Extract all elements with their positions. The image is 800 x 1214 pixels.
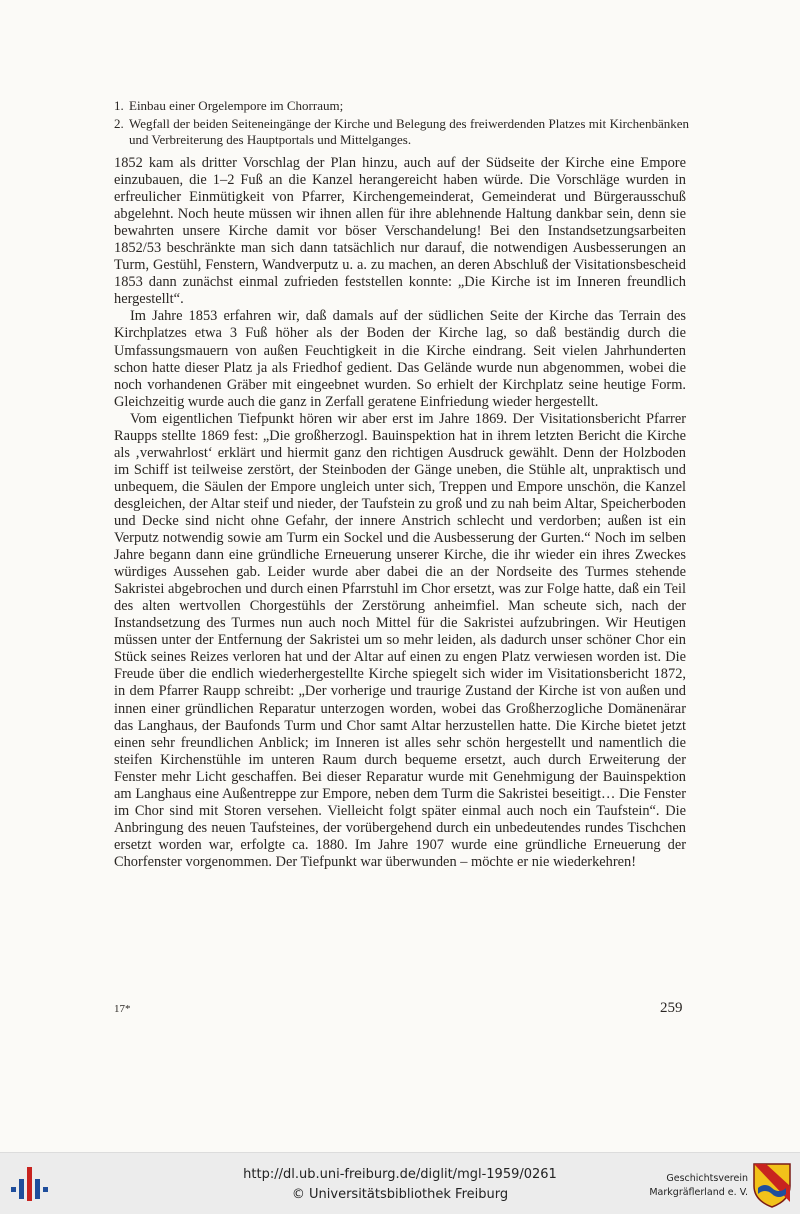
viewer-footer-bar <box>0 1152 800 1214</box>
library-logo-icon <box>10 1165 50 1203</box>
list-number: 1. <box>114 98 124 113</box>
list-text: Einbau einer Orgelempore im Chorraum; <box>129 98 344 113</box>
coat-of-arms-icon <box>752 1162 792 1208</box>
signature-mark: 17* <box>114 1003 131 1015</box>
list-item <box>114 98 689 114</box>
society-line: Markgräflerland e. V. <box>649 1187 748 1198</box>
page-number: 259 <box>660 1000 683 1016</box>
numbered-list <box>114 98 689 150</box>
paragraph: 1852 kam als dritter Vorschlag der Plan hinzu, auch auf der Südseite der Kirche eine Empore einzubauen, die 1–2 Fuß an die Kanzel herangereicht haben würde. Die Vorschläge wurden in erfreulicher Einmütigkeit von Pfarrer, Kirchengemeinderat, Gemeinderat und Bürgerausschuß abgelehnt. Noch heute müssen wir ihnen allen für ihre ablehnende Haltung dankbar sein, denn sie bewahrten unsere Kirche damit vor böser Verschandelung! Bei den Instandsetzungsarbeiten 1852/53 beschränkte man sich dann tatsächlich nur darauf, die notwendigen Ausbesserungen an Turm, Gestühl, Fenstern, Wandverputz u. a. zu machen, an deren Abschluß der Visitationsbescheid 1853 dann zunächst einmal zufrieden feststellen konnte: „Die Kirche ist im Inneren freundlich hergestellt“. <box>114 155 686 308</box>
copyright-text: © Universitätsbibliothek Freiburg <box>291 1187 509 1202</box>
permalink-url[interactable]: http://dl.ub.uni-freiburg.de/diglit/mgl-1959/0261 <box>243 1167 557 1182</box>
list-number: 2. <box>114 116 124 131</box>
paragraph: Im Jahre 1853 erfahren wir, daß damals auf der südlichen Seite der Kirche das Terrain des Kirchplatzes etwa 3 Fuß höher als der Boden der Kirche lag, so daß beständig durch die Umfassungsmauern von außen Feuchtigkeit in die Kirche eindrang. Seit vielen Jahrhunderten schon hatte dieser Platz ja als Friedhof gedient. Das Gelände wurde nun abgenommen, wobei die noch vorhandenen Gräber mit eingeebnet wurden. So erhielt der Kirchplatz seine heutige Form. Gleichzeitig wurde auch die ganz in Zerfall geratene Einfriedung wieder hergestellt. <box>114 308 686 410</box>
list-text: Wegfall der beiden Seiteneingänge der Kirche und Belegung des freiwerdenden Platzes mit Kirchenbänken und Verbreiterung des Hauptportals und Mittelganges. <box>129 116 689 147</box>
society-line: Geschichtsverein <box>666 1173 748 1184</box>
paragraph: Vom eigentlichen Tiefpunkt hören wir aber erst im Jahre 1869. Der Visitationsbericht Pfarrer Raupps stellte 1869 fest: „Die großherzogl. Bauinspektion hat in ihrem letzten Bericht die Kirche als ‚verwahrlost‘ erklärt und hiermit ganz den richtigen Ausdruck gewählt. Denn der Holzboden im Schiff ist teilweise zerstört, der Steinboden der Gänge uneben, die Stühle alt, unpraktisch und unbequem, die Säulen der Empore ungleich unter sich, Treppen und Empore unschön, die Kanzel desgleichen, der Altar steif und nieder, der Taufstein zu groß und zu nah beim Altar, Speicherboden und Decke sind nicht ohne Gefahr, der innere Anstrich schlecht und verdorben; außen ist ein Verputz notwendig sowie am Turm ein Sockel und die Ausbesserung der Gurten.“ Noch im selben Jahre begann dann eine gründliche Erneuerung unserer Kirche, die ihr wieder ein ihres Zweckes würdiges Aussehen gab. Leider wurde aber dabei die an der Nordseite des Turmes stehende Sakristei abgebrochen und durch einen Pfarrstuhl im Chor ersetzt, was zur Folge hatte, daß ein Teil des alten wertvollen Chorgestühls der Zerstörung anheimfiel. Man scheute sich, nach der Instandsetzung des Turmes nun auch noch Mittel für die Sakristei aufzubringen. Wir Heutigen müssen unter der Entfernung der Sakristei um so mehr leiden, als dadurch unser schöner Chor ein Stück seines Reizes verloren hat und der Altar auf einen zu engen Platz verwiesen worden ist. Die Freude über die endlich wiederhergestellte Kirche spiegelt sich wider im Visitationsbericht 1872, in dem Pfarrer Raupp schreibt: „Der vorherige und traurige Zustand der Kirche ist von außen und innen einer gründlichen Reparatur unterzogen worden, wobei das Großherzogliche Domänenärar das Langhaus, der Baufonds Turm und Chor samt Altar herzustellen hatte. Die Kirche bietet jetzt einen sehr freundlichen Anblick; im Inneren ist alles sehr schön hergestellt und namentlich die steifen Kirchenstühle im unteren Raum durch bequeme ersetzt, auch durch Erweiterung der Fenster mehr Licht geschaffen. Bei dieser Reparatur wurde mit Genehmigung der Bauinspektion am Langhaus eine Außentreppe zur Empore, neben dem Turm die Sakristei beseitigt… Die Fenster im Chor sind mit Storen versehen. Vielleicht folgt später einmal auch noch ein Taufstein“. Die Anbringung des neuen Taufsteines, der vorübergehend durch ein unbedeutendes rundes Tischchen ersetzt worden war, erfolgte ca. 1880. Im Jahre 1907 wurde eine gründliche Erneuerung der Chorfenster vorgenommen. Der Tiefpunkt war überwunden – möchte er nie wiederkehren! <box>114 410 686 870</box>
society-name <box>636 1172 748 1200</box>
list-item <box>114 116 689 148</box>
body-text <box>114 155 686 871</box>
